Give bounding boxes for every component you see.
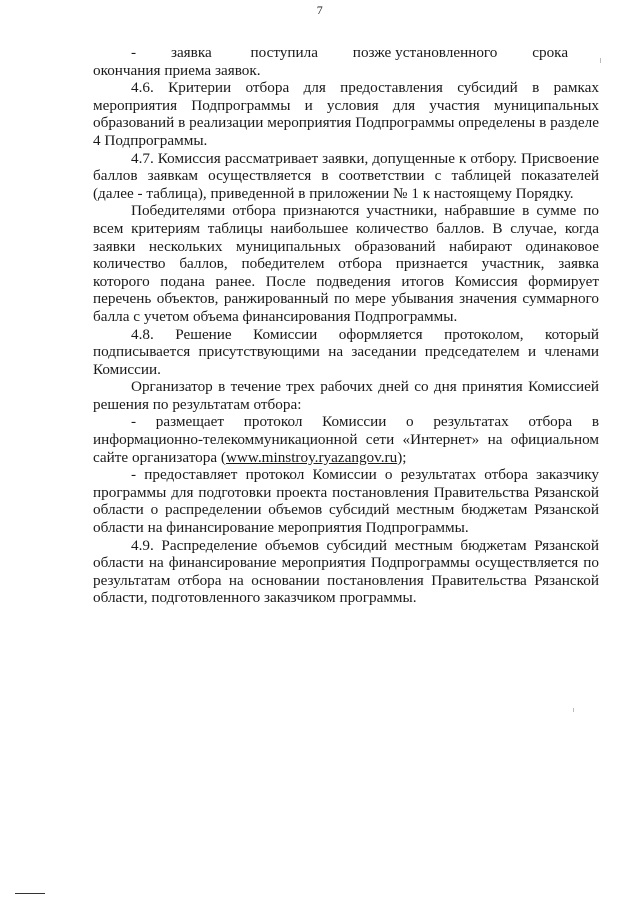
paragraph-winners: Победителями отбора признаются участники, набравшие в сумме по всем критериям таблицы наибольшее количество баллов. В случае, когда заявки нескольких муниципальных образований набирают одинаковое количество баллов, победителем отбора признается участник, заявка которого подана ранее. После подведения итогов Комиссия формирует перечень объектов, ранжированный по мере убывания значения суммарного балла с учетом объема финансирования Подпрограммы. xyxy=(93,202,599,325)
paragraph-organizer-intro: Организатор в течение трех рабочих дней со дня принятия Комиссией решения по результатам отбора: xyxy=(93,378,599,413)
publish-text-before: - размещает протокол Комиссии о результатах отбора в информационно-телекоммуникационной сети «Интернет» на официальном сайте организатора ( xyxy=(93,413,599,466)
paragraph-provide-protocol: - предоставляет протокол Комиссии о результатах отбора заказчику программы для подготовки проекта постановления Правительства Рязанской области о распределении объемов субсидий местным бюджетам Рязанской области на финансирование мероприятия Подпрограммы. xyxy=(93,466,599,537)
paragraph-4-6-criteria: 4.6. Критерии отбора для предоставления субсидий в рамках мероприятия Подпрограммы и условия для участия муниципальных образований в реализации мероприятия Подпрограммы определены в разделе 4 Подпрограммы. xyxy=(93,79,599,149)
paragraph-late-application: - заявка поступила позже установленного срока окончания приема заявок. xyxy=(93,44,599,79)
publish-text-after: ); xyxy=(397,448,407,466)
scan-speck xyxy=(600,58,601,63)
paragraph-4-8-decision: 4.8. Решение Комиссии оформляется протоколом, который подписывается присутствующими на заседании председателем и членами Комиссии. xyxy=(93,325,599,378)
page-number: 7 xyxy=(316,3,324,17)
paragraph-publish-protocol xyxy=(93,413,599,466)
scan-speck xyxy=(573,708,574,712)
paragraph-4-7-review: 4.7. Комиссия рассматривает заявки, допущенные к отбору. Присвоение баллов заявкам осуществляется в соответствии с таблицей показателей (далее - таблица), приведенной в приложении № 1 к настоящему Порядку. xyxy=(93,149,599,202)
paragraph-4-9-distribution: 4.9. Распределение объемов субсидий местным бюджетам Рязанской области на финансирование мероприятия Подпрограммы осуществляется по результатам отбора на основании постановления Правительства Рязанской области, подготовленного заказчиком программы. xyxy=(93,536,599,607)
document-body xyxy=(93,44,599,607)
organizer-website-link[interactable]: www.minstroy.ryazangov.ru xyxy=(225,448,398,466)
footer-rule xyxy=(15,893,45,894)
